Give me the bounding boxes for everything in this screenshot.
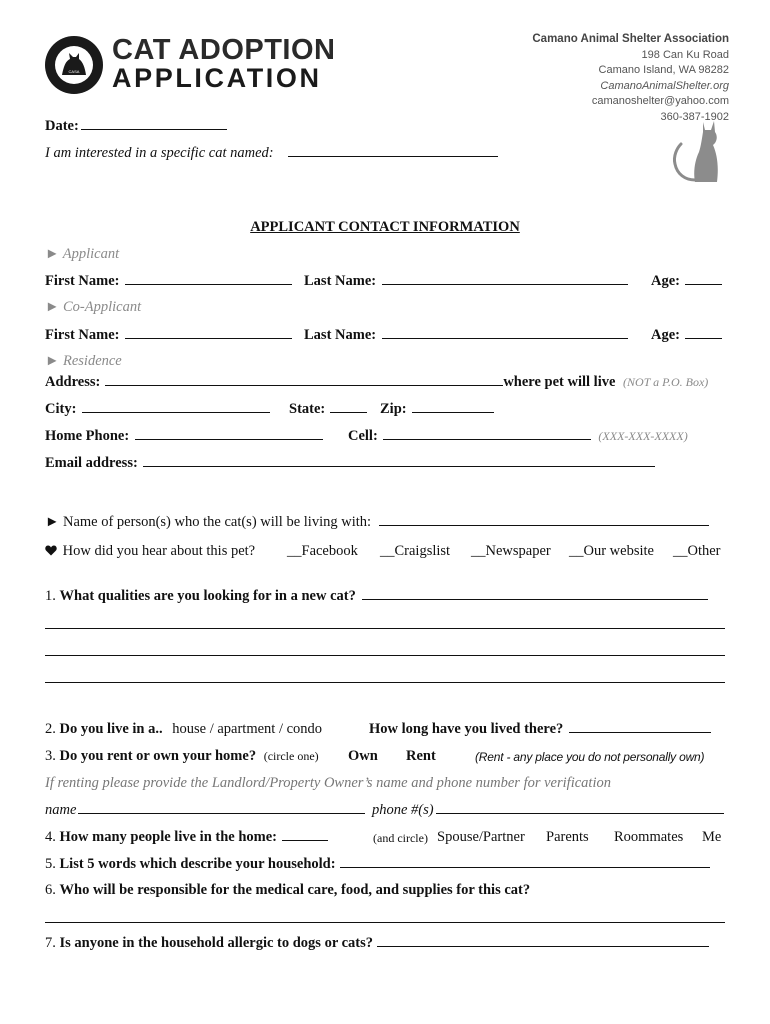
q4-me-option[interactable]: Me (702, 829, 722, 845)
org-phone: 360-387-1902 (660, 110, 729, 123)
q3-text: Do you rent or own your home? (59, 748, 257, 764)
q4-spouse-option[interactable]: Spouse/Partner (437, 829, 525, 845)
heard-option-craigslist[interactable]: __Craigslist (380, 543, 451, 559)
address-label: Address: (45, 374, 101, 390)
phone-format-note: (XXX-XXX-XXXX) (598, 429, 688, 443)
org-address-block (532, 32, 729, 125)
where-pet-label: where pet will live (503, 374, 616, 390)
first-name-label: First Name: (45, 327, 120, 343)
q2b-text: How long have you lived there? (369, 721, 564, 737)
org-street: 198 Can Ku Road (641, 48, 729, 61)
q6-text: Who will be responsible for the medical care, food, and supplies for this cat? (59, 882, 531, 898)
question-3 (45, 748, 319, 765)
age-label: Age: (651, 273, 680, 289)
org-website[interactable]: CamanoAnimalShelter.org (600, 79, 729, 92)
coapplicant-heading: ► Co-Applicant (45, 299, 142, 315)
q3-rent-note: (Rent - any place you do not personally own) (475, 750, 705, 764)
q1-answer-line-1[interactable] (45, 628, 725, 629)
coapplicant-age-field[interactable] (651, 327, 722, 344)
heard-about-label: How did you hear about this pet? (62, 543, 256, 559)
q4-parents-option[interactable]: Parents (546, 829, 589, 845)
q1-answer-line-3[interactable] (45, 682, 725, 683)
org-email[interactable]: camanoshelter@yahoo.com (591, 95, 729, 107)
q4-roommates-option[interactable]: Roommates (614, 829, 684, 845)
q3-rent-option[interactable]: Rent (406, 748, 436, 764)
address-field[interactable] (45, 374, 708, 391)
applicant-last-name-field[interactable] (304, 273, 628, 290)
q4-text: How many people live in the home: (59, 829, 277, 845)
coapplicant-last-name-field[interactable] (304, 327, 628, 344)
q5-text: List 5 words which describe your household: (59, 856, 336, 872)
q2-number: 2. (45, 721, 56, 737)
landlord-phone-label: phone #(s) (372, 802, 434, 818)
q1-text: What qualities are you looking for in a new cat? (59, 588, 356, 604)
org-name: Camano Animal Shelter Association (532, 33, 729, 45)
landlord-phone-field[interactable] (372, 802, 724, 819)
date-field[interactable] (45, 118, 227, 135)
residence-heading: ► Residence (45, 353, 122, 369)
last-name-label: Last Name: (304, 273, 377, 289)
question-1[interactable] (45, 588, 708, 605)
applicant-age-field[interactable] (651, 273, 722, 290)
q5-number: 5. (45, 856, 56, 872)
heard-about-row (45, 543, 255, 560)
applicant-heading: ► Applicant (45, 246, 120, 262)
q2-text: Do you live in a.. (59, 721, 163, 737)
question-5[interactable] (45, 856, 710, 873)
q4-number: 4. (45, 829, 56, 845)
home-phone-label: Home Phone: (45, 428, 130, 444)
q1-answer-line-2[interactable] (45, 655, 725, 656)
not-po-box-note: (NOT a P.O. Box) (623, 375, 709, 389)
landlord-name-label: name (45, 802, 77, 818)
persons-living-label: ► Name of person(s) who the cat(s) will be living with: (45, 514, 372, 530)
question-7[interactable] (45, 935, 709, 952)
landlord-name-field[interactable] (45, 802, 365, 819)
last-name-label: Last Name: (304, 327, 377, 343)
specific-cat-label: I am interested in a specific cat named: (45, 145, 274, 161)
heart-icon (45, 543, 59, 560)
city-field[interactable] (45, 401, 270, 418)
q6-number: 6. (45, 882, 56, 898)
title-line-1: CAT ADOPTION (112, 34, 336, 66)
section-title-contact: APPLICANT CONTACT INFORMATION (250, 219, 520, 235)
title-line-2: APPLICATION (112, 63, 322, 93)
question-4[interactable] (45, 829, 328, 846)
coapplicant-first-name-field[interactable] (45, 327, 292, 344)
question-2 (45, 721, 322, 738)
heard-option-facebook[interactable]: __Facebook (287, 543, 358, 559)
q6-answer-line[interactable] (45, 922, 725, 923)
applicant-first-name-field[interactable] (45, 273, 292, 290)
specific-cat-field[interactable] (45, 145, 498, 162)
first-name-label: First Name: (45, 273, 120, 289)
question-6 (45, 882, 530, 899)
zip-field[interactable] (380, 401, 494, 418)
question-2b[interactable] (369, 721, 711, 738)
q3-own-option[interactable]: Own (348, 748, 378, 764)
logo-center-text: CASA (68, 69, 80, 74)
heard-option-website[interactable]: __Our website (569, 543, 654, 559)
cell-field[interactable] (348, 428, 688, 445)
q1-number: 1. (45, 588, 56, 604)
state-label: State: (289, 401, 326, 417)
org-city: Camano Island, WA 98282 (598, 64, 729, 76)
q7-number: 7. (45, 935, 56, 951)
heard-option-other[interactable]: __Other (673, 543, 721, 559)
q2-options[interactable]: house / apartment / condo (172, 721, 323, 737)
state-field[interactable] (289, 401, 367, 418)
zip-label: Zip: (380, 401, 407, 417)
q7-text: Is anyone in the household allergic to dogs or cats? (59, 935, 374, 951)
q4-circle-note: (and circle) (373, 831, 428, 845)
date-label: Date: (45, 118, 79, 134)
cat-silhouette-icon (665, 118, 725, 186)
heard-option-newspaper[interactable]: __Newspaper (471, 543, 551, 559)
age-label: Age: (651, 327, 680, 343)
shelter-logo (44, 35, 104, 95)
email-label: Email address: (45, 455, 138, 471)
persons-living-field[interactable] (45, 514, 709, 531)
home-phone-field[interactable] (45, 428, 323, 445)
cell-label: Cell: (348, 428, 378, 444)
q3-number: 3. (45, 748, 56, 764)
landlord-note: If renting please provide the Landlord/Property Owner’s name and phone number for verification (45, 775, 611, 791)
q3-circle-note: (circle one) (263, 749, 319, 763)
email-field[interactable] (45, 455, 655, 472)
city-label: City: (45, 401, 77, 417)
